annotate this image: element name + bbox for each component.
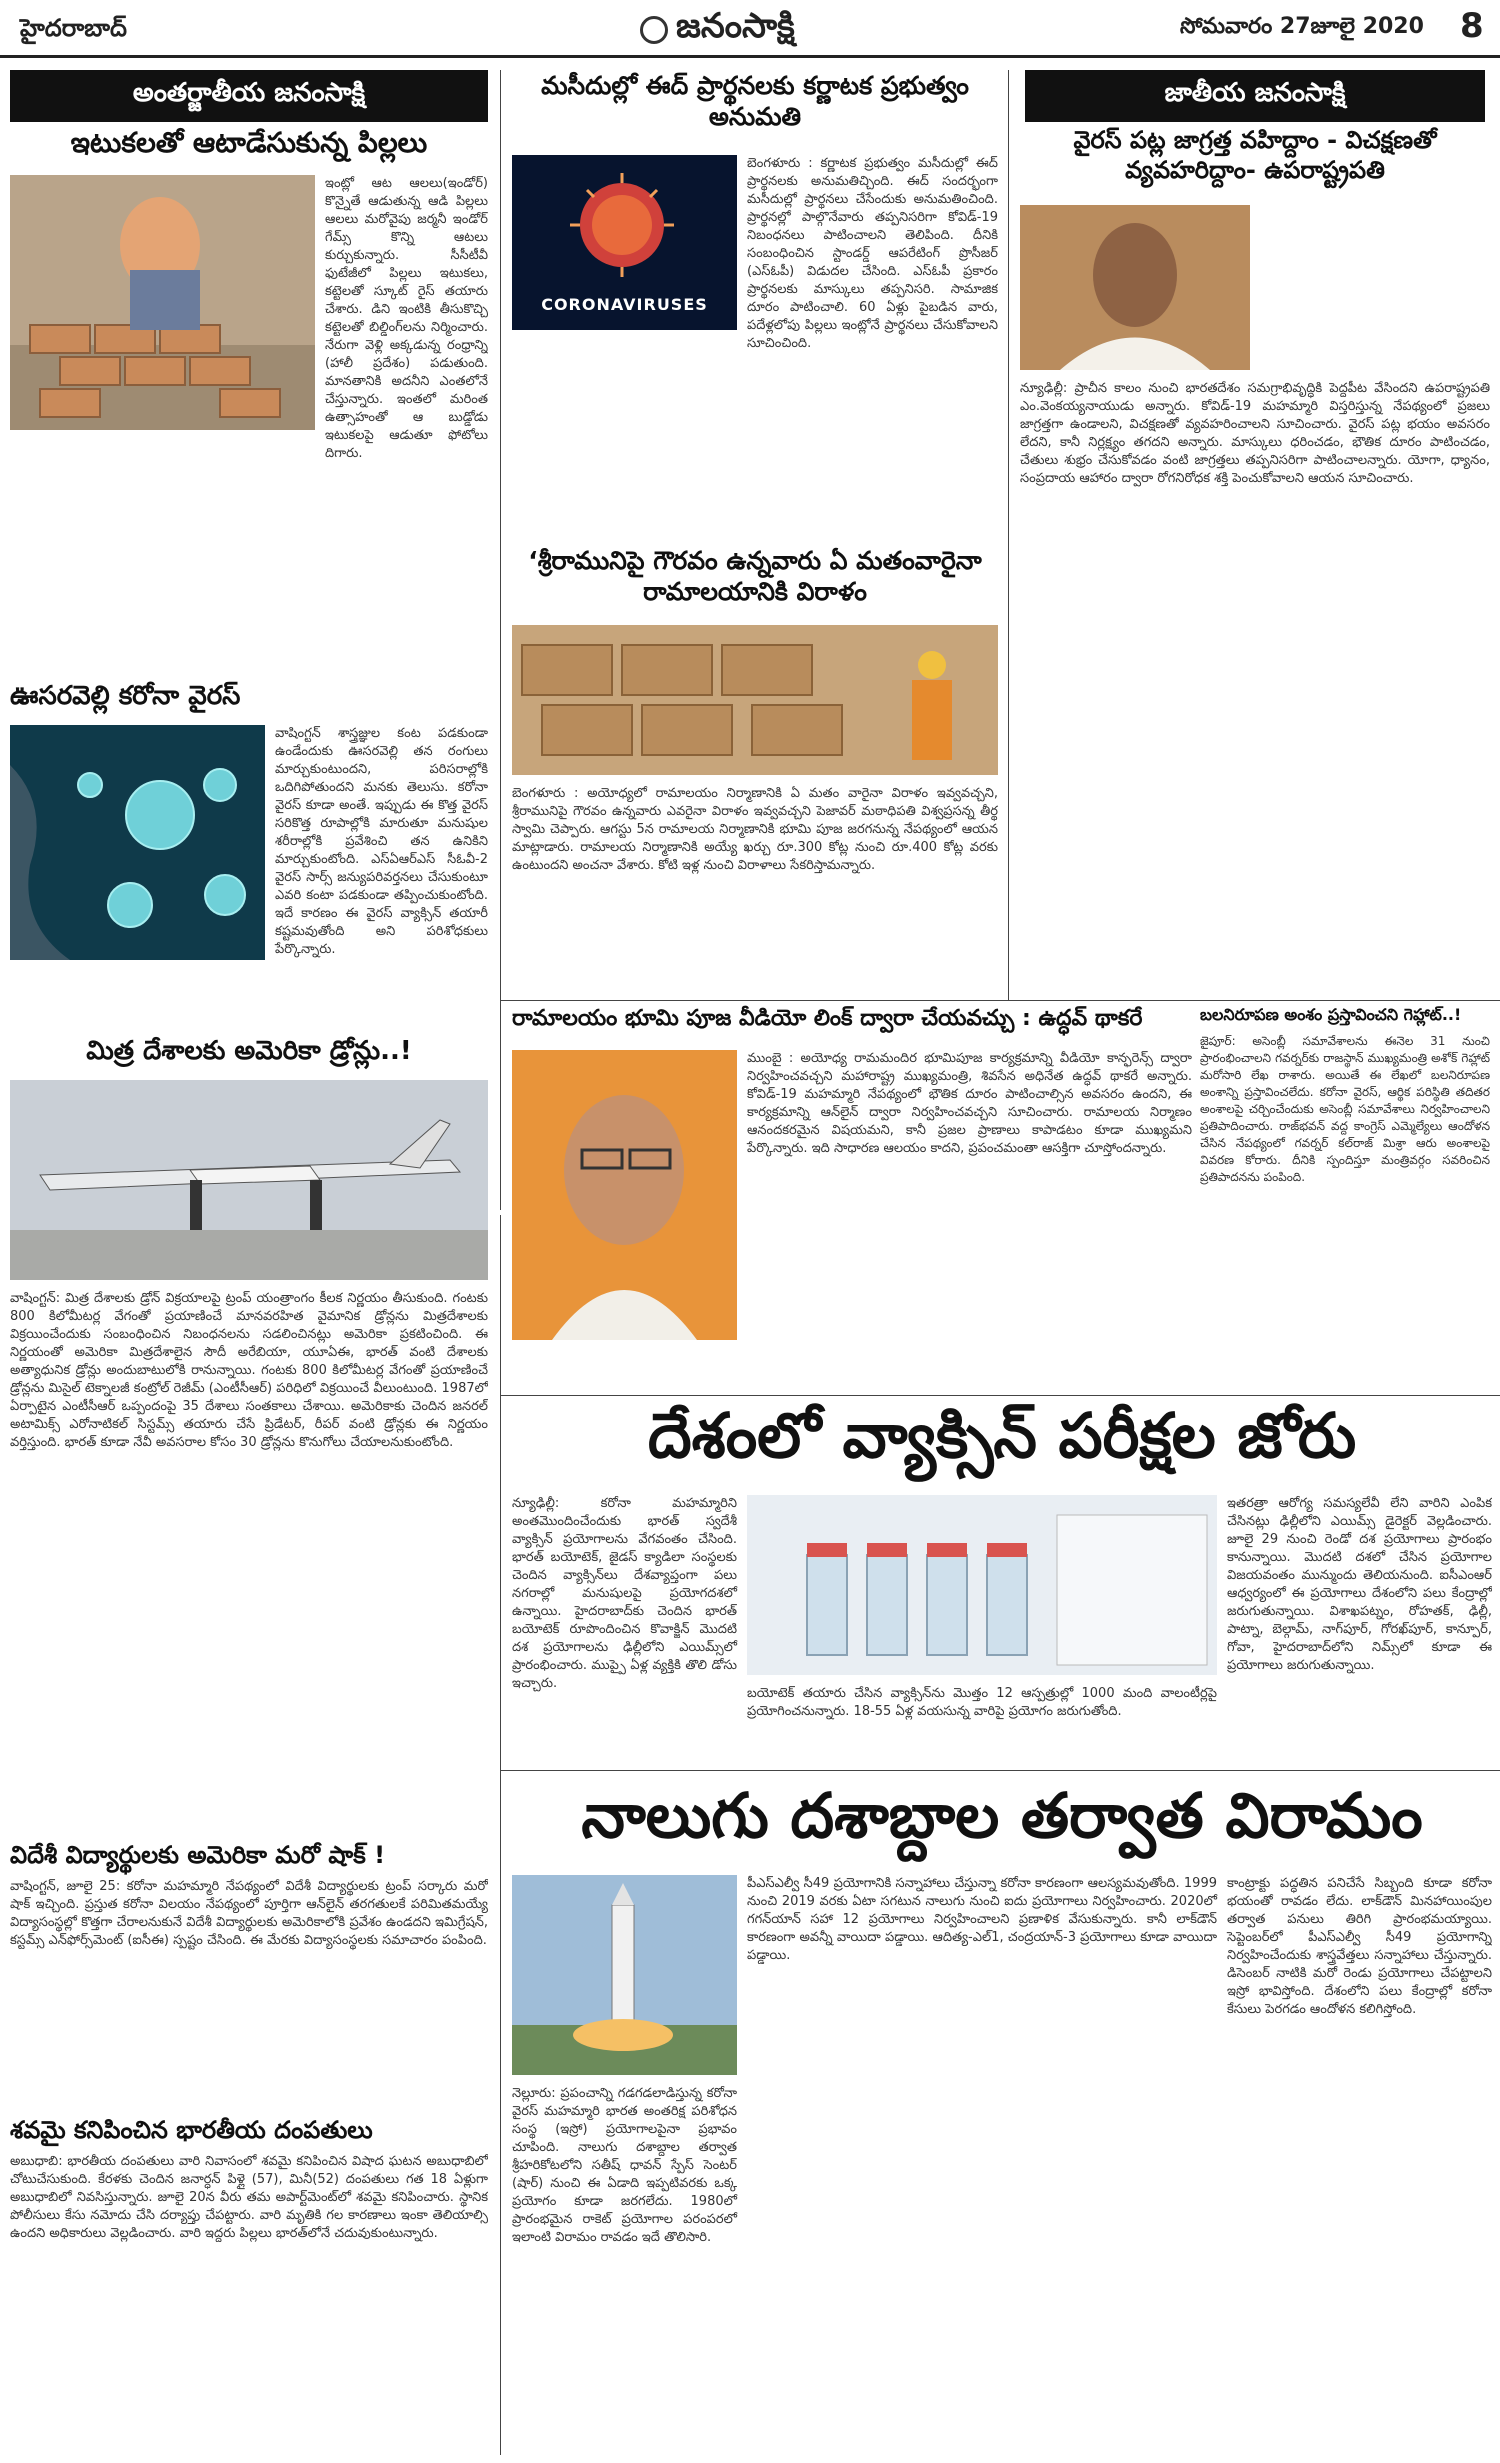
section-banner-national: జాతీయ జనంసాక్షి bbox=[1025, 70, 1485, 122]
virus-photo bbox=[10, 725, 265, 960]
photo-label: CORONAVIRUSES bbox=[541, 295, 708, 314]
temple-construction-photo bbox=[512, 625, 998, 775]
article-headline: బలనిరూపణ అంశం ప్రస్తావించని గెహ్లాట్..! bbox=[1200, 1005, 1462, 1024]
section-rule bbox=[500, 1395, 1500, 1396]
article-body-right: కాంట్రాక్టు పద్ధతిన పనిచేసే సిబ్బంది కూడా కరోనా భయంతో రావడం లేదు. లాక్‌డౌన్ మినహాయింపుల తర్వాత పనులు తిరిగి ప్రారంభమయ్యాయి. సెప్టెంబర్‌లో పీఎస్ఎల్వీ సీ49 ప్రయోగాన్ని నిర్వహించేందుకు శాస్త్రవేత్తలు సన్నాహాలు చేస్తున్నారు. డిసెంబర్ నాటికి మరో రెండు ప్రయోగాలు చేపట్టాలని ఇస్రో భావిస్తోంది. దేశంలోని పలు కేంద్రాల్లో కరోనా కేసులు పెరగడం ఆందోళన కలిగిస్తోంది. bbox=[1227, 1876, 1492, 2017]
column-rule bbox=[1008, 70, 1009, 1000]
article-body: జైపూర్: అసెంబ్లీ సమావేశాలను ఈనెల 31 నుంచి ప్రారంభించాలని గవర్నర్‌కు రాజస్థాన్ ముఖ్యమంత్రి అశోక్ గెహ్లాట్ మరోసారి లేఖ రాశారు. అయితే ఈ లేఖలో బలనిరూపణ అంశాన్ని ప్రస్తావించలేదు. కరోనా వైరస్, ఆర్థిక పరిస్థితి తదితర అంశాలపై చర్చించేందుకు అసెంబ్లీ సమావేశాలు నిర్వహించాలని ప్రతిపాదించారు. రాజ్‌భవన్ వద్ద కాంగ్రెస్ ఎమ్మెల్యేలు ఆందోళన చేసిన నేపథ్యంలో గవర్నర్ కల్‌రాజ్ మిశ్రా ఆరు అంశాలపై వివరణ కోరారు. దీనికి స్పందిస్తూ మంత్రివర్గం సవరించిన ప్రతిపాదనను పంపింది. bbox=[1200, 1034, 1490, 1184]
article-drones bbox=[10, 1035, 488, 1835]
article-headline: విదేశీ విద్యార్థులకు అమెరికా మరో షాక్ ! bbox=[10, 1841, 386, 1869]
article-body-mid: బయోటెక్ తయారు చేసిన వ్యాక్సిన్‌ను మొత్తం 12 ఆస్పత్రుల్లో 1000 మంది వాలంటీర్లపై ప్రయోగించనున్నారు. 18-55 ఏళ్ల వయసున్న వారిపై ప్రయోగం జరుగుతోంది. bbox=[747, 1686, 1217, 1719]
article-headline: రామాలయం భూమి పూజ వీడియో లింక్ ద్వారా చేయవచ్చు : ఉద్ధవ్ థాకరే bbox=[512, 1006, 1143, 1031]
article-students bbox=[10, 1840, 488, 2110]
drone-photo bbox=[10, 1080, 488, 1280]
article-headline: దేశంలో వ్యాక్సిన్ పరీక్షల జోరు bbox=[647, 1400, 1357, 1472]
article-body: బెంగళూరు : అయోధ్యలో రామాలయం నిర్మాణానికి ఏ మతం వారైనా విరాళం ఇవ్వవచ్చని, శ్రీరామునిపై గౌరవం ఉన్నవారు ఎవరైనా విరాళం ఇవ్వవచ్చని పెజావర్ మఠాధిపతి విశ్వప్రసన్న తీర్థ స్వామి చెప్పారు. ఆగస్టు 5న రామాలయ నిర్మాణానికి భూమి పూజ జరగనున్న నేపథ్యంలో ఆయన మాట్లాడారు. రామాలయ నిర్మాణానికి అయ్యే ఖర్చు రూ.300 కోట్ల నుంచి రూ.400 కోట్ల వరకు ఉంటుందని అంచనా వేశారు. కోటి ఇళ్ల నుంచి విరాళాలు సేకరిస్తామన్నారు. bbox=[512, 786, 998, 873]
paper-name: జనంసాక్షి bbox=[676, 6, 795, 46]
article-body: బెంగళూరు : కర్ణాటక ప్రభుత్వం మసీదుల్లో ఈద్ ప్రార్థనలకు అనుమతిచ్చింది. ఈద్ సందర్భంగా మసీదుల్లో ప్రార్థనలు చేసేందుకు అనుమతించింది. ప్రార్థనల్లో పాల్గొనేవారు తప్పనిసరిగా కోవిడ్-19 నిబంధనలు పాటించాలని తెలిపింది. దీనికి సంబంధించిన స్టాండర్డ్ ఆపరేటింగ్ ప్రొసీజర్ (ఎస్ఓపీ) విడుదల చేసింది. ఎస్ఓపీ ప్రకారం ప్రార్థనలకు మాస్కులు తప్పనిసరి. సామాజిక దూరం పాటించాలి. 60 ఏళ్లు పైబడిన వారు, పదేళ్లలోపు పిల్లలు ఇంట్లోనే ప్రార్థనలు చేసుకోవాలని సూచించింది. bbox=[747, 156, 998, 351]
article-body: ముంబై : అయోధ్య రామమందిర భూమిపూజ కార్యక్రమాన్ని వీడియో కాన్ఫరెన్స్ ద్వారా నిర్వహించవచ్చని మహారాష్ట్ర ముఖ్యమంత్రి, శివసేన అధినేత ఉద్ధవ్ థాకరే అన్నారు. కోవిడ్-19 మహమ్మారి నేపథ్యంలో భౌతిక దూరం పాటించాల్సిన అవసరం ఉందని, ఈ కార్యక్రమాన్ని ఆన్‌లైన్ ద్వారా నిర్వహించవచ్చని సూచించారు. రామాలయ నిర్మాణం ఆనందకరమైన విషయమని, కానీ ప్రజల ప్రాణాలు కాపాడటం కూడా ముఖ్యమని పేర్కొన్నారు. ఇది సాధారణ ఆలయం కాదని, ప్రపంచమంతా ఆసక్తిగా చూస్తోందన్నారు. bbox=[747, 1051, 1192, 1156]
article-body: వాషింగ్టన్, జూలై 25: కరోనా మహమ్మారి నేపథ్యంలో విదేశీ విద్యార్థులకు ట్రంప్ సర్కారు మరో షాక్ ఇచ్చింది. ప్రస్తుత కరోనా విలయం నేపథ్యంలో పూర్తిగా ఆన్‌లైన్ తరగతులకే పరిమితమయ్యే విద్యాసంస్థల్లో కొత్తగా చేరాలనుకునే విదేశీ విద్యార్థులకు అమెరికాలోకి ప్రవేశం ఉండదని ఇమిగ్రేషన్, కస్టమ్స్ ఎన్‌ఫోర్స్‌మెంట్ (ఐసీఈ) స్పష్టం చేసింది. ఈ మేరకు విద్యాసంస్థలకు సమాచారం పంపింది. bbox=[10, 1879, 488, 1948]
article-body-right: ఇతరత్రా ఆరోగ్య సమస్యలేవీ లేని వారిని ఎంపిక చేసినట్లు ఢిల్లీలోని ఎయిమ్స్ డైరెక్టర్ వెల్లడించారు. జూలై 29 నుంచి రెండో దశ ప్రయోగాలు ప్రారంభం కానున్నాయి. మొదటి దశలో చేసిన ప్రయోగాల విజయవంతం మున్ముందు తెలియనుంది. ఐసీఎంఆర్ ఆధ్వర్యంలో ఈ ప్రయోగాలు దేశంలోని పలు కేంద్రాల్లో జరుగుతున్నాయి. విశాఖపట్నం, రోహతక్, ఢిల్లీ, పాట్నా, బెల్గామ్, నాగ్‌పూర్, గోరఖ్‌పూర్, కాన్పూర్, గోవా, హైదరాబాద్‌లోని నిమ్స్‌లో కూడా ఈ ప్రయోగాలు జరుగుతున్నాయి. bbox=[1227, 1496, 1492, 1673]
article-body-left: నెల్లూరు: ప్రపంచాన్ని గడగడలాడిస్తున్న కరోనా వైరస్ మహమ్మారి భారత అంతరిక్ష పరిశోధన సంస్థ (ఇస్రో) ప్రయోగాలపైనా ప్రభావం చూపింది. నాలుగు దశాబ్దాల తర్వాత శ్రీహరికోటలోని సతీష్ ధావన్ స్పేస్ సెంటర్ (షార్) నుంచి ఈ ఏడాది ఇప్పటివరకు ఒక్క ప్రయోగం కూడా జరగలేదు. 1980లో ప్రారంభమైన రాకెట్ ప్రయోగాల పరంపరలో ఇలాంటి విరామం రావడం ఇదే తొలిసారి. bbox=[512, 2086, 737, 2245]
article-headline: మిత్ర దేశాలకు అమెరికా డ్రోన్లు..! bbox=[86, 1036, 412, 1066]
section-rule bbox=[500, 1000, 1500, 1001]
rocket-launch-photo bbox=[512, 1875, 737, 2075]
masthead-paper-name bbox=[640, 6, 795, 54]
article-headline: నాలుగు దశాబ్దాల తర్వాత విరామం bbox=[581, 1780, 1423, 1852]
article-gehlot bbox=[1200, 1005, 1490, 1390]
article-body: న్యూఢిల్లీ: ప్రాచీన కాలం నుంచి భారతదేశం సమగ్రాభివృద్ధికి పెద్దపీట వేసిందని ఉపరాష్ట్రపతి ఎం.వెంకయ్యనాయుడు అన్నారు. కోవిడ్-19 మహమ్మారి విస్తరిస్తున్న నేపథ్యంలో ప్రజలు జాగ్రత్తగా ఉండాలని, విచక్షణతో వ్యవహరించాలని సూచించారు. వైరస్ పట్ల భయం అవసరం లేదని, కానీ నిర్లక్ష్యం తగదని అన్నారు. మాస్కులు ధరించడం, భౌతిక దూరం పాటించడం, చేతులు శుభ్రం చేసుకోవడం వంటి జాగ్రత్తలు తప్పనిసరిగా పాటించాలన్నారు. యోగా, ధ్యానం, సంప్రదాయ ఆహారం ద్వారా రోగనిరోధక శక్తి పెంచుకోవాలని ఆయన సూచించారు. bbox=[1020, 381, 1490, 486]
vice-president-photo bbox=[1020, 205, 1250, 370]
article-body-mid: పీఎస్ఎల్వీ సీ49 ప్రయోగానికి సన్నాహాలు చేస్తున్నా కరోనా కారణంగా ఆలస్యమవుతోంది. 1999 నుంచి 2019 వరకు ఏటా సగటున నాలుగు నుంచి ఐదు ప్రయోగాలు నిర్వహించారు. 2020లో గగన్‌యాన్ సహా 12 ప్రయోగాలు నిర్వహించాలని ప్రణాళిక వేసుకున్నారు. కానీ లాక్‌డౌన్ కారణంగా అవన్నీ వాయిదా పడ్డాయి. ఆదిత్య-ఎల్1, చంద్రయాన్-3 ప్రయోగాలు కూడా వాయిదా పడ్డాయి. bbox=[747, 1876, 1217, 1963]
column-rule bbox=[500, 1215, 501, 2455]
vaccine-vials-photo bbox=[747, 1495, 1217, 1675]
article-body: వాషింగ్టన్ శాస్త్రజ్ఞుల కంట పడకుండా ఉండేందుకు ఊసరవెల్లి తన రంగులు మార్చుకుంటుందని, పరిసరాల్లోకి ఒదిగిపోతుందని మనకు తెలుసు. కరోనా వైరస్ కూడా అంతే. ఇప్పుడు ఈ కొత్త వైరస్ సరికొత్త రూపాల్లోకి మారుతూ మనుషుల శరీరాల్లోకి ప్రవేశించి తన ఉనికిని మార్చుకుంటోంది. ఎస్ఏఆర్ఎస్ సీఓవీ-2 వైరస్ సార్స్ జన్యుపరివర్తనలు చేసుకుంటూ ఎవరి కంటా పడకుండా తప్పించుకుంటోంది. ఇదే కారణం ఈ వైరస్ వ్యాక్సిన్ తయారీ కష్టమవుతోంది అని పరిశోధకులు పేర్కొన్నారు. bbox=[275, 726, 488, 957]
article-headline: ఊసరవెల్లి కరోనా వైరస్ bbox=[10, 681, 241, 711]
uddhav-thackeray-photo bbox=[512, 1050, 737, 1340]
page-number: 8 bbox=[1460, 6, 1484, 46]
article-body: వాషింగ్టన్: మిత్ర దేశాలకు డ్రోన్ విక్రయాలపై ట్రంప్ యంత్రాంగం కీలక నిర్ణయం తీసుకుంది. గంటకు 800 కిలోమీటర్ల వేగంతో ప్రయాణించే మానవరహిత వైమానిక డ్రోన్లను మిత్రదేశాలకు విక్రయించేందుకు సంబంధించిన నిబంధనలను సడలించినట్లు అమెరికా ప్రకటించింది. ఈ నిర్ణయంతో అమెరికా మిత్రదేశాలైన సౌదీ అరేబియా, యూఏఈ, భారత్ వంటి దేశాలకు అత్యాధునిక డ్రోన్లు అందుబాటులోకి రానున్నాయి. గంటకు 800 కిలోమీటర్ల వేగంతో ప్రయాణించే డ్రోన్లను మిసైల్ టెక్నాలజీ కంట్రోల్ రెజీమ్ (ఎంటీసీఆర్) పరిధిలో విక్రయించే వీలుంటుంది. 1987లో ఏర్పాటైన ఎంటీసీఆర్ ఒప్పందంపై 35 దేశాలు సంతకాలు చేశాయి. అమెరికాకు చెందిన జనరల్ అటామిక్స్ ఎరోనాటికల్ సిస్టమ్స్ తయారు చేసే ప్రిడేటర్, రీపర్ వంటి డ్రోన్లకు ఈ నిర్ణయం వర్తిస్తుంది. భారత్‌ కూడా నేవీ అవసరాల కోసం 30 డ్రోన్లను కొనుగోలు చేయాలనుకుంటోంది. bbox=[10, 1291, 488, 1450]
section-banner-international: అంతర్జాతీయ జనంసాక్షి bbox=[10, 70, 488, 122]
kids-bricks-photo bbox=[10, 175, 315, 430]
coronavirus-illustration bbox=[512, 155, 737, 330]
article-corona-virus bbox=[10, 680, 488, 1030]
article-body: అబుధాబి: భారతీయ దంపతులు వారి నివాసంలో శవమై కనిపించిన విషాద ఘటన అబుధాబిలో చోటుచేసుకుంది. కేరళకు చెందిన జనార్ధన్ పిళ్లై (57), మినీ(52) దంపతులు గత 18 ఏళ్లుగా అబుధాబిలో నివసిస్తున్నారు. జూలై 20న వీరు తమ అపార్ట్‌మెంట్‌లో శవమై కనిపించారు. స్థానిక పోలీసులు కేసు నమోదు చేసి దర్యాప్తు చేపట్టారు. వారి మృతికి గల కారణాలు ఇంకా తెలియాల్సి ఉందని అధికారులు వెల్లడించారు. వారి ఇద్దరు పిల్లలు భారత్‌లోనే చదువుకుంటున్నారు. bbox=[10, 2154, 488, 2241]
article-vaccine bbox=[512, 1400, 1492, 1765]
article-headline: వైరస్ పట్ల జాగ్రత్త వహిద్దాం - విచక్షణతో వ్యవహరిద్దాం- ఉపరాష్ట్రపతి bbox=[1073, 126, 1437, 184]
article-headline: ఇటుకలతో ఆటాడేసుకున్న పిల్లలు bbox=[70, 126, 428, 159]
article-isro bbox=[512, 1780, 1492, 2455]
paper-logo-icon bbox=[640, 16, 668, 44]
masthead bbox=[0, 0, 1500, 58]
section-rule bbox=[500, 1770, 1500, 1771]
article-headline: ‘శ్రీరామునిపై గౌరవం ఉన్నవారు ఏ మతంవారైనా రామాలయానికి విరాళం bbox=[528, 546, 982, 607]
article-couple bbox=[10, 2115, 488, 2455]
masthead-date: సోమవారం 27జూలై 2020 bbox=[1180, 14, 1424, 39]
article-vice-president bbox=[1020, 125, 1490, 995]
article-karnataka bbox=[512, 70, 998, 540]
masthead-city: హైదరాబాద్ bbox=[20, 14, 127, 42]
column-rule bbox=[500, 70, 501, 1210]
article-headline: మసీదుల్లో ఈద్ ప్రార్థనలకు కర్ణాటక ప్రభుత్వం అనుమతి bbox=[541, 71, 969, 132]
article-headline: శవమై కనిపించిన భారతీయ దంపతులు bbox=[10, 2116, 373, 2144]
article-kids-bricks bbox=[10, 125, 488, 675]
article-uddhav bbox=[512, 1005, 1192, 1390]
article-body: ఇంట్లో ఆట ఆలలు(ఇండోర్) కొన్నైతే ఆడుతున్న ఆడి పిల్లలు ఆలలు మరోవైపు జర్మనీ ఇండోర్ గేమ్స్ కొన్ని ఆటలు కుర్చుకున్నారు. సీసీటీవీ ఫుటేజీలో పిల్లలు ఇటుకలు, కట్టెలతో స్కూట్ రైస్ తయారు చేశారు. డిని ఇంటికి తీసుకొచ్చి కట్టెలతో బిల్డింగ్‌లను నిర్మించారు. నేరుగా వెళ్లి అక్కడున్న రంధ్రాన్ని (హాలీ ప్రదేశం) పడుతుంది. మానతానికి అదనీని ఎంతలోనే చేస్తున్నారు. ఇంతలో మరింత ఉత్సాహంతో ఆ బుడ్డోడు ఇటుకలపై ఆడుతూ ఫోటోలు దిగారు. bbox=[325, 176, 488, 461]
article-ram-temple bbox=[512, 545, 998, 995]
article-body-left: న్యూఢిల్లీ: కరోనా మహమ్మారిని అంతమొందించేందుకు భారత్ స్వదేశీ వ్యాక్సిన్ ప్రయోగాలను వేగవంతం చేసింది. భారత్ బయోటెక్, జైడస్ క్యాడిలా సంస్థలకు చెందిన వ్యాక్సిన్‌లు దేశవ్యాప్తంగా పలు నగరాల్లో మనుషులపై ప్రయోగదశలో ఉన్నాయి. హైదరాబాద్‌కు చెందిన భారత్ బయోటెక్ రూపొందించిన కొవాక్జిన్ మొదటి దశ ప్రయోగాలను ఢిల్లీలోని ఎయిమ్స్‌లో ప్రారంభించారు. ముప్పై ఏళ్ల వ్యక్తికి తొలి డోసు ఇచ్చారు. bbox=[512, 1496, 737, 1691]
